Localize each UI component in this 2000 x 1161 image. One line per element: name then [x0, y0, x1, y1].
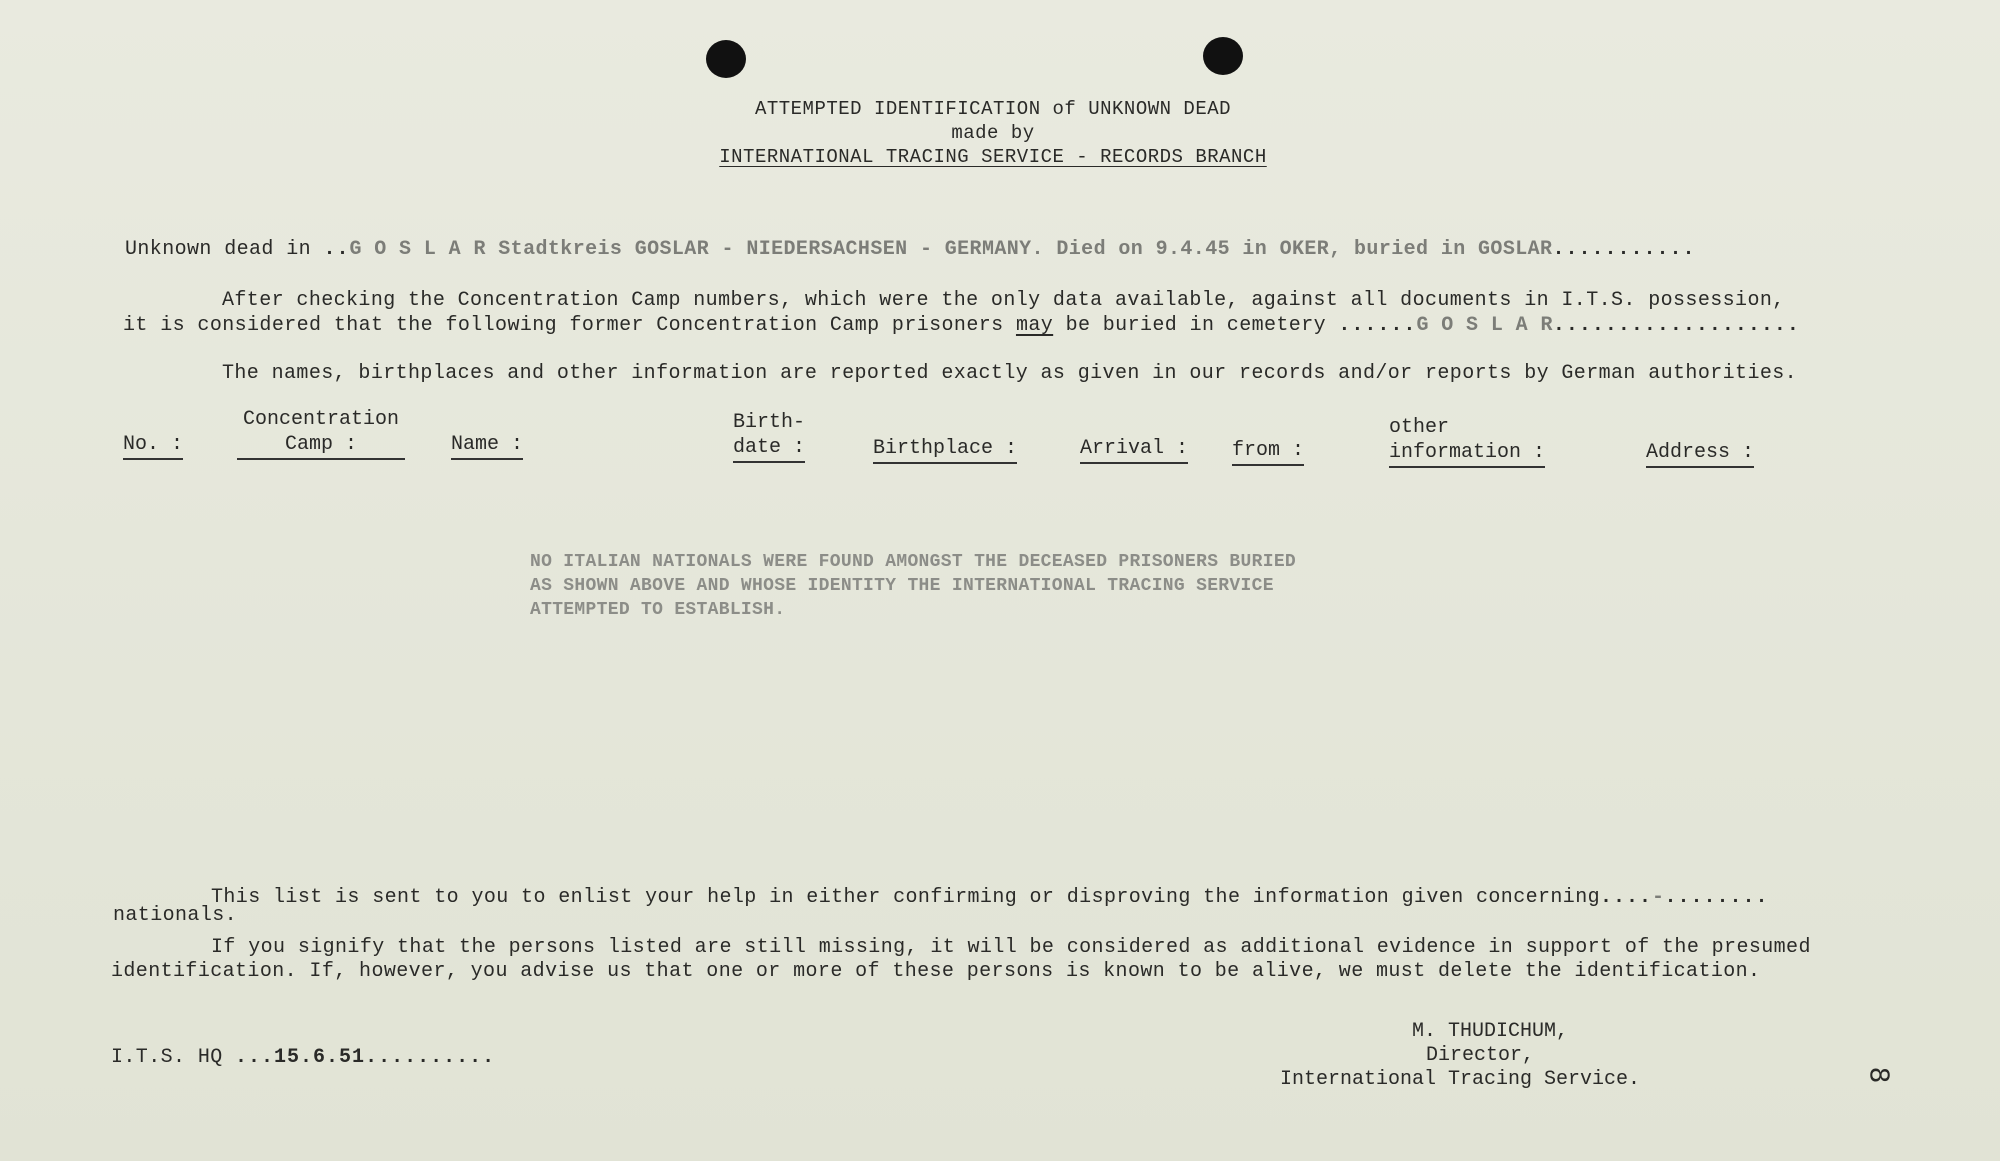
unknown-dead-label: Unknown dead in	[125, 238, 312, 261]
column-other-top: other	[1389, 416, 1450, 439]
dot-leader: ....	[1600, 886, 1653, 909]
column-from	[1232, 438, 1304, 466]
nationality-value: -	[1652, 886, 1665, 909]
stamp-line-2: AS SHOWN ABOVE AND WHOSE IDENTITY THE INTERNATIONAL TRACING SERVICE	[530, 576, 1274, 596]
column-camp-label: Camp :	[237, 432, 405, 460]
dot-leader: ..........	[365, 1046, 496, 1069]
its-hq-date-line	[111, 1046, 495, 1069]
italian-nationals-stamp	[530, 550, 1296, 622]
column-address	[1646, 440, 1754, 468]
checking-text: it is considered that the following former Concentration Camp prisoners	[123, 314, 1016, 337]
document-subtitle: made by	[951, 122, 1035, 144]
missing-line-1: If you signify that the persons listed are still missing, it will be considered as additional evidence in support of the presumed	[211, 936, 1811, 959]
signature-block	[1240, 1020, 1680, 1092]
column-arrival	[1080, 436, 1188, 464]
column-information-label: information :	[1389, 440, 1545, 468]
column-camp	[236, 407, 406, 460]
stamp-line-1: NO ITALIAN NATIONALS WERE FOUND AMONGST THE DECEASED PRISONERS BURIED	[530, 552, 1297, 572]
burial-location: G O S L A R Stadtkreis GOSLAR - NIEDERSACHSEN - GERMANY. Died on 9.4.45 in OKER, buried in GOSLAR	[349, 238, 1553, 261]
dot-leader: ...	[235, 1046, 275, 1069]
column-name-label: Name :	[451, 432, 523, 460]
records-note: The names, birthplaces and other information are reported exactly as given in our records and/or reports by German authorities.	[222, 362, 1798, 385]
hq-date: 15.6.51	[274, 1046, 366, 1069]
document-title: ATTEMPTED IDENTIFICATION of UNKNOWN DEAD	[754, 98, 1232, 120]
signer-organization: International Tracing Service.	[1279, 1068, 1641, 1091]
dot-leader: ...........	[1552, 238, 1696, 261]
signer-name: M. THUDICHUM,	[1411, 1020, 1569, 1043]
column-birthdate-top: Birth-	[733, 411, 806, 434]
column-camp-top: Concentration	[242, 408, 400, 431]
stamp-line-3: ATTEMPTED TO ESTABLISH.	[530, 600, 786, 620]
dot-leader: ...................	[1552, 314, 1800, 337]
column-no	[123, 432, 183, 460]
cemetery-name: G O S L A R	[1416, 314, 1553, 337]
help-text: This list is sent to you to enlist your help in either confirming or disproving the information given concerning	[211, 886, 1601, 909]
column-from-label: from :	[1232, 438, 1304, 466]
help-line-1	[211, 886, 1768, 909]
column-no-label: No. :	[123, 432, 183, 460]
column-birthdate-label: date :	[733, 435, 805, 463]
dot-leader: ........	[1664, 886, 1769, 909]
punch-hole-right	[1203, 37, 1243, 75]
checking-line-2	[123, 314, 1800, 337]
column-arrival-label: Arrival :	[1080, 436, 1188, 464]
issuing-organization: INTERNATIONAL TRACING SERVICE - RECORDS BRANCH	[719, 146, 1267, 168]
page-mark: 8	[1863, 1066, 1894, 1084]
column-name	[451, 432, 523, 460]
may-underlined: may	[1015, 314, 1054, 337]
column-other-information	[1389, 415, 1545, 468]
help-line-2: nationals.	[113, 904, 238, 927]
column-birthplace	[873, 436, 1017, 464]
column-birthplace-label: Birthplace :	[873, 436, 1017, 464]
checking-text-end: be buried in cemetery	[1053, 314, 1327, 337]
unknown-dead-line	[125, 238, 1695, 261]
signer-title: Director,	[1425, 1044, 1535, 1067]
dot-leader: ..	[323, 238, 350, 261]
punch-hole-left	[706, 40, 746, 78]
column-address-label: Address :	[1646, 440, 1754, 468]
dot-leader: ......	[1338, 314, 1417, 337]
hq-label: I.T.S. HQ	[111, 1046, 223, 1069]
column-birthdate	[733, 410, 805, 463]
checking-line-1: After checking the Concentration Camp numbers, which were the only data available, against all documents in I.T.S. possession,	[222, 289, 1785, 312]
missing-line-2: identification. If, however, you advise us that one or more of these persons is known to be alive, we must delete the identification.	[111, 960, 1761, 983]
